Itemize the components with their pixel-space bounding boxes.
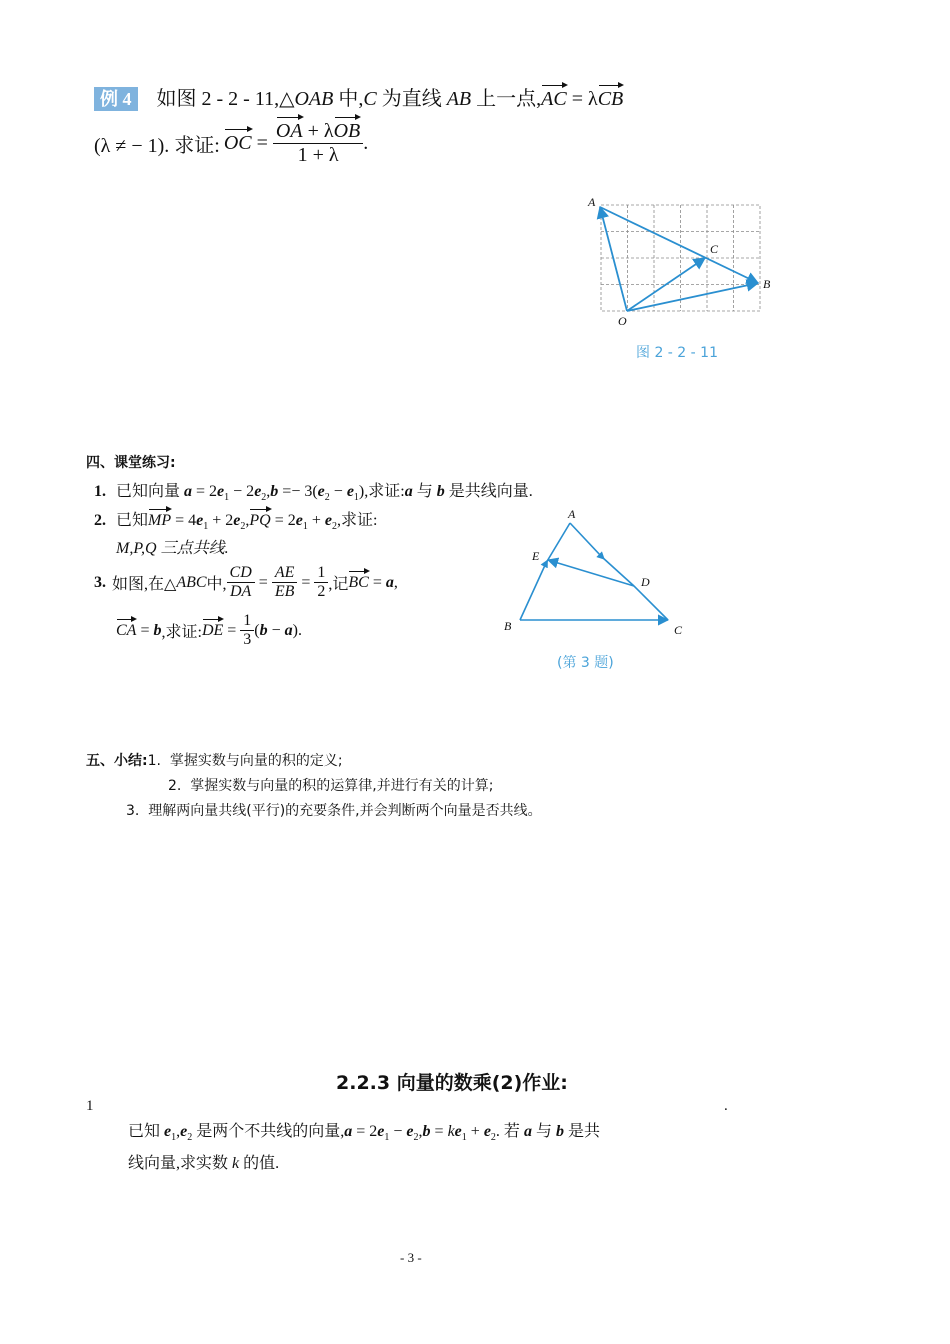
homework-dot: . — [724, 1098, 728, 1114]
vector-AC: AC — [541, 88, 567, 110]
exercise-2-line2: M,P,Q 三点共线. — [116, 540, 229, 557]
homework-title: 2.2.3 向量的数乘(2)作业: — [336, 1072, 568, 1094]
label-C: C — [674, 623, 683, 637]
example-badge: 例 4 — [94, 87, 138, 111]
homework-q1-line1: 已知 $e_1,e_2$ 是两个不共线的向量$,a = 2e_1 - e_2,b = ke_1 + e_2$. 若 a 与 b 是共 — [128, 1123, 600, 1144]
vector-OA-arrow — [600, 207, 627, 311]
example-4-line2: (λ ≠ − 1). 求证: OC = $\frac{\text{OA + λOB}}{1 + \lambda}$ . — [94, 120, 369, 166]
label-D: D — [641, 575, 650, 589]
section-4-heading: 四、课堂练习: — [86, 455, 176, 471]
label-A: A — [568, 507, 576, 521]
exercise-3-line2: CA = b ,求证: DE = $\frac{1}{3}$ ( b − a ). — [116, 612, 302, 649]
vector-MP: MP — [148, 512, 172, 529]
summary-item-2: 2. 掌握实数与向量的积的运算律,并进行有关的计算; — [168, 778, 494, 794]
exercise-1: 1. 已知向量 $a = 2e_1 - 2e_2,b =- 3(e_2 - e_1)$,求证:a 与 b 是共线向量. — [94, 483, 533, 504]
segment-DE — [548, 560, 634, 586]
example-4-line1: 例 4 如图 2 - 2 - 11,△OAB 中,C 为直线 AB 上一点,AC = λCB — [94, 82, 623, 111]
homework-q1-line2: 线向量,求实数 k 的值. — [128, 1155, 280, 1172]
figure-caption-question-3: (第 3 题) — [557, 655, 614, 671]
label-C: C — [710, 242, 719, 256]
summary-item-3: 3. 理解两向量共线(平行)的充要条件,并会判断两个向量是否共线。 — [126, 803, 542, 819]
vector-DE: DE — [201, 621, 224, 639]
label-B: B — [504, 619, 512, 633]
vector-AB-arrow — [600, 207, 758, 283]
fraction-OC: $\frac{\text{OA + λOB}}{1 + \lambda}$ — [273, 120, 363, 167]
homework-number: 1 — [86, 1098, 94, 1114]
vector-BC: BC — [348, 573, 369, 591]
summary-item-1: 1. 掌握实数与向量的积的定义; — [147, 753, 343, 769]
figure-vector-grid — [580, 190, 780, 330]
label-E: E — [532, 549, 540, 563]
page-number: - 3 - — [400, 1250, 422, 1265]
label-O: O — [618, 314, 627, 328]
side-BA — [520, 523, 570, 620]
vector-CA: CA — [116, 621, 137, 639]
section-5-heading: 五、小结: — [86, 753, 148, 769]
figure-triangle-abc — [496, 504, 696, 644]
side-DC — [634, 586, 668, 620]
vector-OC: OC — [223, 132, 252, 154]
label-B: B — [763, 277, 771, 291]
section-5 — [86, 750, 343, 770]
exercise-2: 2. 已知MP = $4e_1 + 2e_2,PQ = 2e_1 + e_2$,求证: — [94, 512, 378, 533]
exercise-3: 3. 如图,在△ ABC 中, $\frac{CD}{DA}$ = $\frac{AE}{EB}$ = $\frac{1}{2}$ ,记 BC = a , — [94, 564, 398, 601]
vector-PQ: PQ — [249, 512, 271, 529]
vector-CB: CB — [597, 88, 624, 110]
grid — [601, 205, 760, 311]
figure-caption-2-2-11: 图 2 - 2 - 11 — [636, 345, 718, 361]
label-A: A — [588, 195, 596, 209]
